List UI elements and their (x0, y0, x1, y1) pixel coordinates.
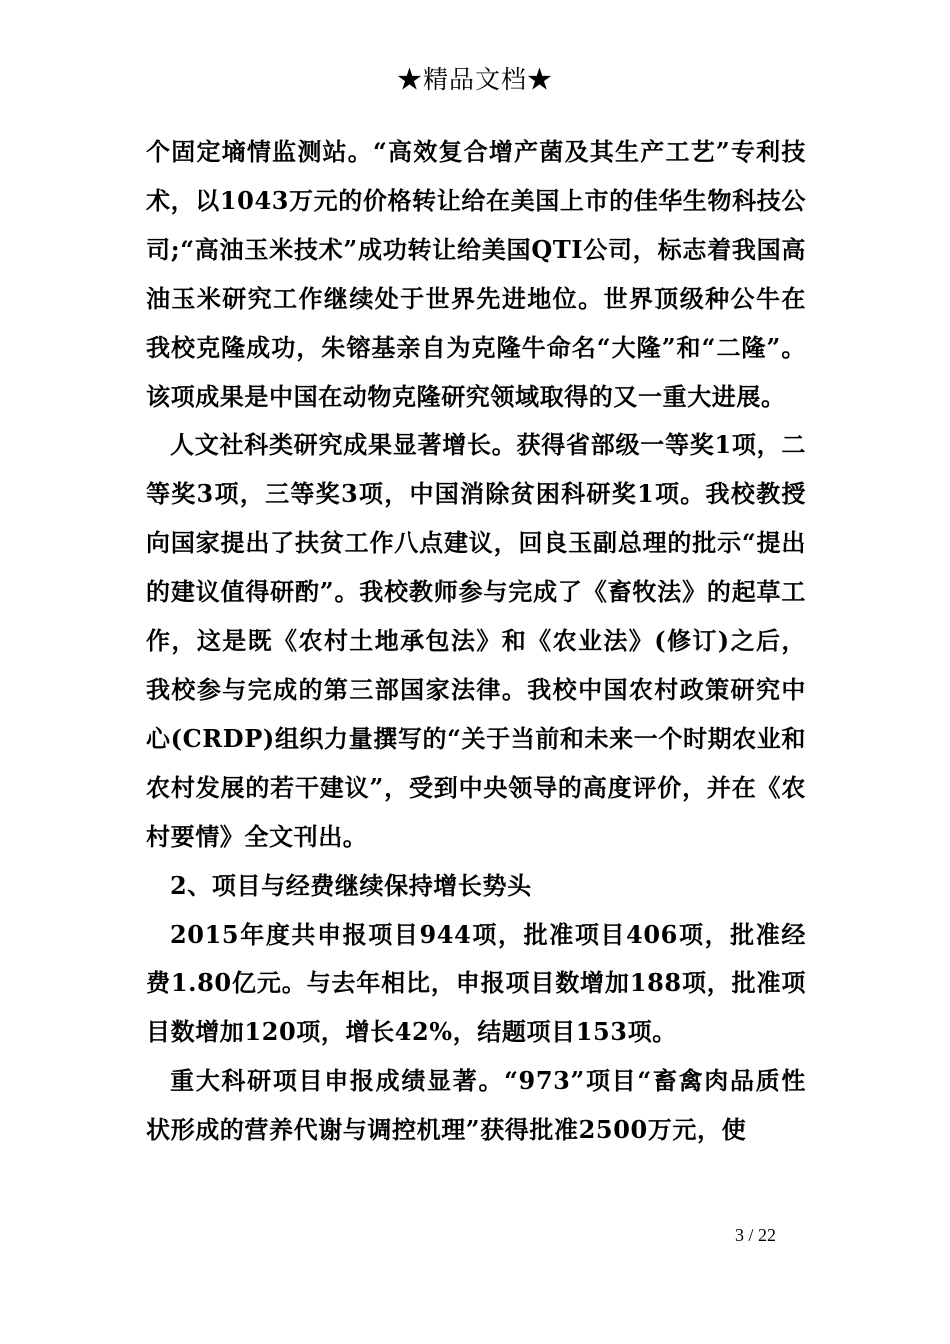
page-header: ★精品文档★ (396, 65, 553, 94)
paragraph-3: 2015年度共申报项目944项，批准项目406项，批准经费1.80亿元。与去年相比，申报项目数增加188项，批准项目数增加120项，增长42%，结题项目153项。 (146, 919, 806, 1047)
paragraph-4: 重大科研项目申报成绩显著。“973”项目“畜禽肉品质性状形成的营养代谢与调控机理”获得批准2500万元，使 (146, 1066, 806, 1145)
section-heading: 2、项目与经费继续保持增长势头 (170, 870, 532, 900)
paragraph-1: 个固定墒情监测站。“高效复合增产菌及其生产工艺”专利技术，以1043万元的价格转让给在美国上市的佳华生物科技公司;“高油玉米技术”成功转让给美国QTI公司，标志着我国高油玉米研究工作继续处于世界先进地位。世界顶级种公牛在我校克隆成功，朱镕基亲自为克隆牛命名“大隆”和“二隆”。该项成果是中国在动物克隆研究领域取得的又一重大进展。 (146, 137, 806, 411)
document-body (146, 128, 806, 1155)
paragraph-2: 人文社科类研究成果显著增长。获得省部级一等奖1项，二等奖3项，三等奖3项，中国消除贫困科研奖1项。我校教授向国家提出了扶贫工作八点建议，回良玉副总理的批示“提出的建议值得研酌”。我校教师参与完成了《畜牧法》的起草工作，这是既《农村土地承包法》和《农业法》(修订)之后，我校参与完成的第三部国家法律。我校中国农村政策研究中心(CRDP)组织力量撰写的“关于当前和未来一个时期农业和农村发展的若干建议”，受到中央领导的高度评价，并在《农村要情》全文刊出。 (146, 430, 806, 851)
page-number: 3 / 22 (735, 1225, 777, 1245)
